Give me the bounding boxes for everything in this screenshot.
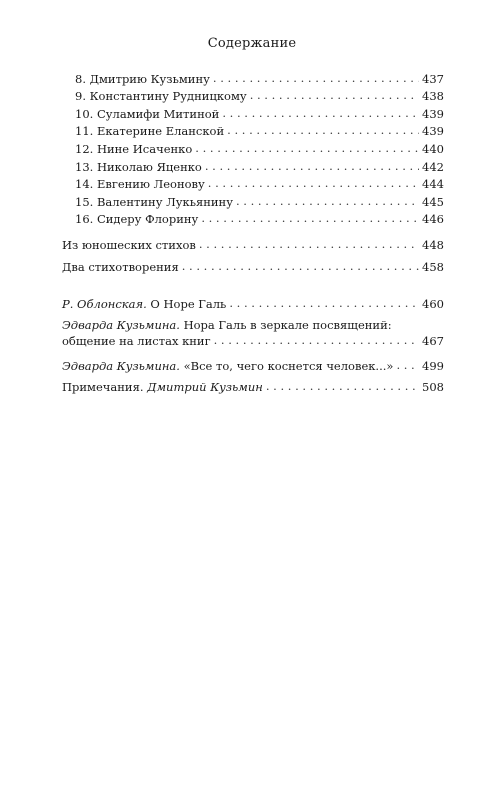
toc-notes[interactable] [62, 377, 444, 395]
dot-leader [250, 88, 419, 102]
essay-author: Р. Облонская. [62, 297, 147, 312]
toc-essay[interactable] [62, 317, 444, 349]
toc-section-title: Из юношеских стихов [62, 237, 196, 252]
toc-entry-page: 446 [422, 212, 444, 227]
dot-leader [199, 237, 419, 251]
dot-leader [266, 379, 419, 393]
toc-entry-title: 12. Нине Исаченко [75, 141, 193, 156]
dot-leader [236, 194, 419, 208]
dot-leader [205, 159, 419, 173]
toc-entry[interactable] [62, 156, 444, 174]
toc-entry[interactable] [62, 174, 444, 192]
dot-leader [195, 141, 419, 155]
dot-leader [201, 211, 419, 225]
essay-title-line1: Нора Галь в зеркале посвящений: [179, 318, 392, 333]
toc-essay-title [62, 359, 393, 373]
toc-section-title: Два стихотворения [62, 259, 179, 274]
toc-section-page: 458 [422, 259, 444, 274]
toc-entry-page: 437 [422, 71, 444, 86]
essay-author: Эдварда Кузьмина. [62, 318, 180, 333]
dot-leader [396, 358, 419, 372]
toc-entry-title: 15. Валентину Лукьянину [75, 194, 233, 209]
toc-section[interactable] [62, 234, 444, 252]
toc-entry-page: 438 [422, 89, 444, 104]
essay-author: Эдварда Кузьмина. [62, 358, 180, 373]
toc-essay[interactable] [62, 294, 444, 312]
page-title: Содержание [207, 36, 297, 51]
dot-leader [227, 123, 419, 137]
toc-essay-page: 460 [422, 297, 444, 312]
toc-essay-page: 499 [422, 358, 444, 373]
toc-notes-page: 508 [422, 380, 444, 395]
dot-leader [222, 106, 419, 120]
toc-essay-page: 467 [422, 334, 444, 349]
dot-leader [213, 71, 419, 85]
toc-entry[interactable] [62, 103, 444, 121]
essay-title-line2: общение на листах книг [62, 334, 211, 349]
toc-entry-title: 9. Константину Рудницкому [75, 89, 247, 104]
toc-essay[interactable] [62, 355, 444, 373]
toc-entry-title: 16. Сидеру Флорину [75, 212, 199, 227]
notes-author: Дмитрий Кузьмин [147, 380, 263, 395]
essay-title: О Норе Галь [146, 297, 227, 312]
toc-entry-title: 10. Суламифи Митиной [75, 106, 220, 121]
toc-entry[interactable] [62, 86, 444, 104]
toc-entry-page: 439 [422, 106, 444, 121]
dot-leader [229, 296, 419, 310]
toc-entry-page: 442 [422, 159, 444, 174]
dot-leader [208, 176, 419, 190]
toc-entry[interactable] [62, 191, 444, 209]
toc-section[interactable] [62, 256, 444, 274]
table-of-contents [62, 68, 444, 394]
toc-entry-title: 8. Дмитрию Кузьмину [75, 71, 210, 86]
toc-entry-page: 445 [422, 194, 444, 209]
toc-entry-title: 11. Екатерине Еланской [75, 124, 225, 139]
toc-entry-page: 444 [422, 177, 444, 192]
toc-entry-title: 13. Николаю Яценко [75, 159, 202, 174]
dot-leader [214, 332, 419, 348]
notes-label: Примечания. [62, 380, 148, 395]
toc-essay-title [62, 297, 226, 311]
toc-entry[interactable] [62, 138, 444, 156]
dot-leader [182, 259, 419, 273]
toc-entry-title: 14. Евгению Леонову [75, 177, 205, 192]
toc-section-page: 448 [422, 237, 444, 252]
toc-entry-page: 439 [422, 124, 444, 139]
toc-notes-title [62, 380, 263, 394]
toc-entry[interactable] [62, 68, 444, 86]
toc-entry[interactable] [62, 121, 444, 139]
toc-entry-page: 440 [422, 141, 444, 156]
toc-entry[interactable] [62, 209, 444, 227]
essay-title: «Все то, чего коснется человек...» [179, 358, 394, 373]
